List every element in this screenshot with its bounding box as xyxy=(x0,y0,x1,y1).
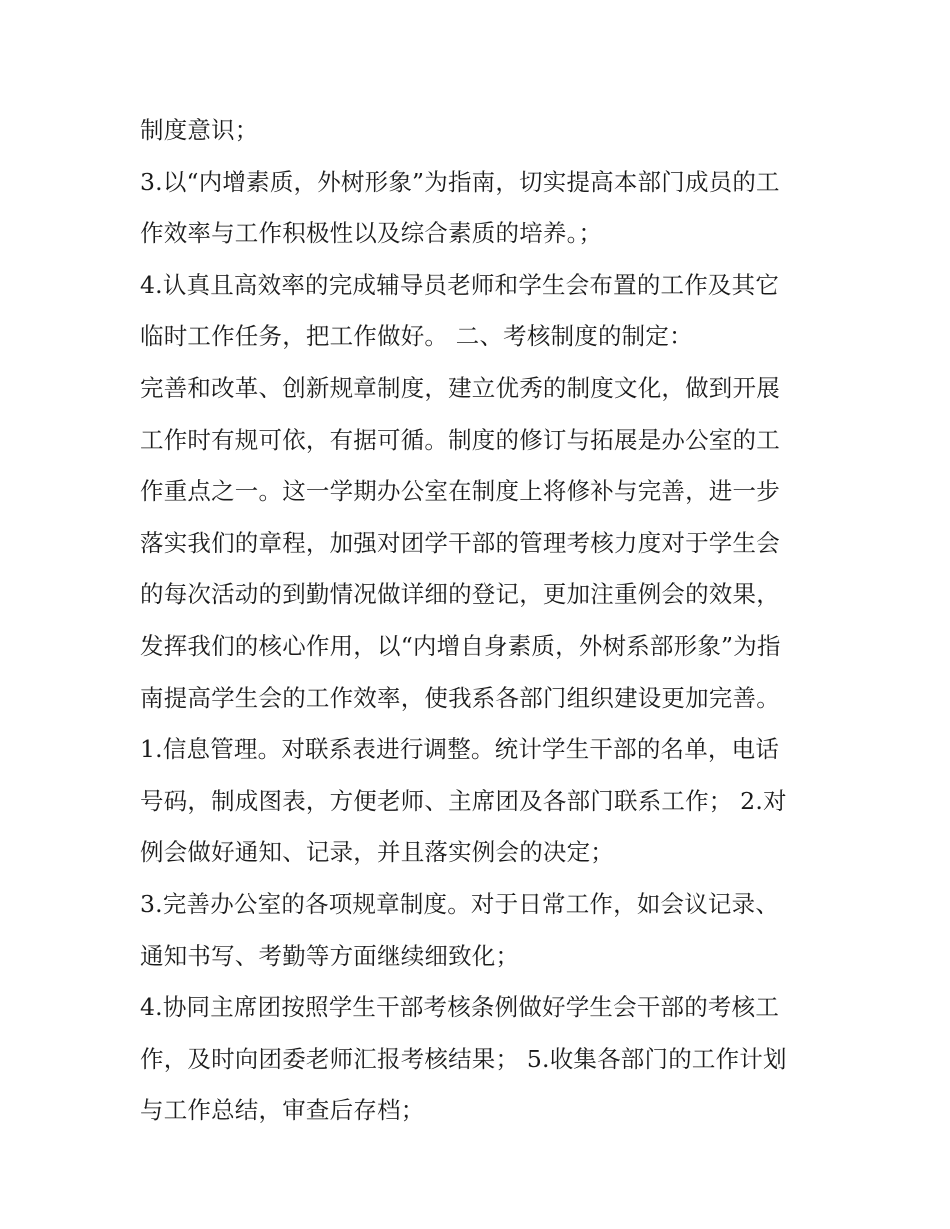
text-line: 通知书写、考勤等方面继续细致化； xyxy=(140,941,520,970)
text-line: 临时工作任务，把工作做好。 二、考核制度的制定： xyxy=(140,322,693,351)
text-line: 作重点之一。这一学期办公室在制度上将修补与完善，进一步 xyxy=(140,477,780,506)
text-line: 作效率与工作积极性以及综合素质的培养。； xyxy=(140,219,603,248)
text-line: 工作时有规可依，有据可循。制度的修订与拓展是办公室的工 xyxy=(140,425,780,454)
text-line: 南提高学生会的工作效率，使我系各部门组织建设更加完善。 xyxy=(140,683,780,712)
text-line: 的每次活动的到勤情况做详细的登记，更加注重例会的效果， xyxy=(140,580,780,609)
document-body xyxy=(140,105,820,1137)
text-line: 与工作总结，审查后存档； xyxy=(140,1096,425,1125)
text-line: 4.协同主席团按照学生干部考核条例做好学生会干部的考核工 xyxy=(140,993,780,1022)
text-line: 作，及时向团委老师汇报考核结果； 5.收集各部门的工作计划 xyxy=(140,1044,787,1073)
text-line: 例会做好通知、记录，并且落实例会的决定； xyxy=(140,838,614,867)
text-line: 落实我们的章程，加强对团学干部的管理考核力度对于学生会 xyxy=(140,528,780,557)
text-line: 发挥我们的核心作用，以“内增自身素质，外树系部形象”为指 xyxy=(140,631,781,660)
text-line: 1.信息管理。对联系表进行调整。统计学生干部的名单，电话 xyxy=(140,735,780,764)
text-line: 3.以“内增素质，外树形象”为指南，切实提高本部门成员的工 xyxy=(140,167,780,196)
text-line: 4.认真且高效率的完成辅导员老师和学生会布置的工作及其它 xyxy=(140,270,780,299)
text-line: 号码，制成图表，方便老师、主席团及各部门联系工作； 2.对 xyxy=(140,786,787,815)
text-line: 3.完善办公室的各项规章制度。对于日常工作，如会议记录、 xyxy=(140,889,780,918)
text-line: 完善和改革、创新规章制度，建立优秀的制度文化，做到开展 xyxy=(140,373,780,402)
text-line: 制度意识； xyxy=(140,116,259,144)
